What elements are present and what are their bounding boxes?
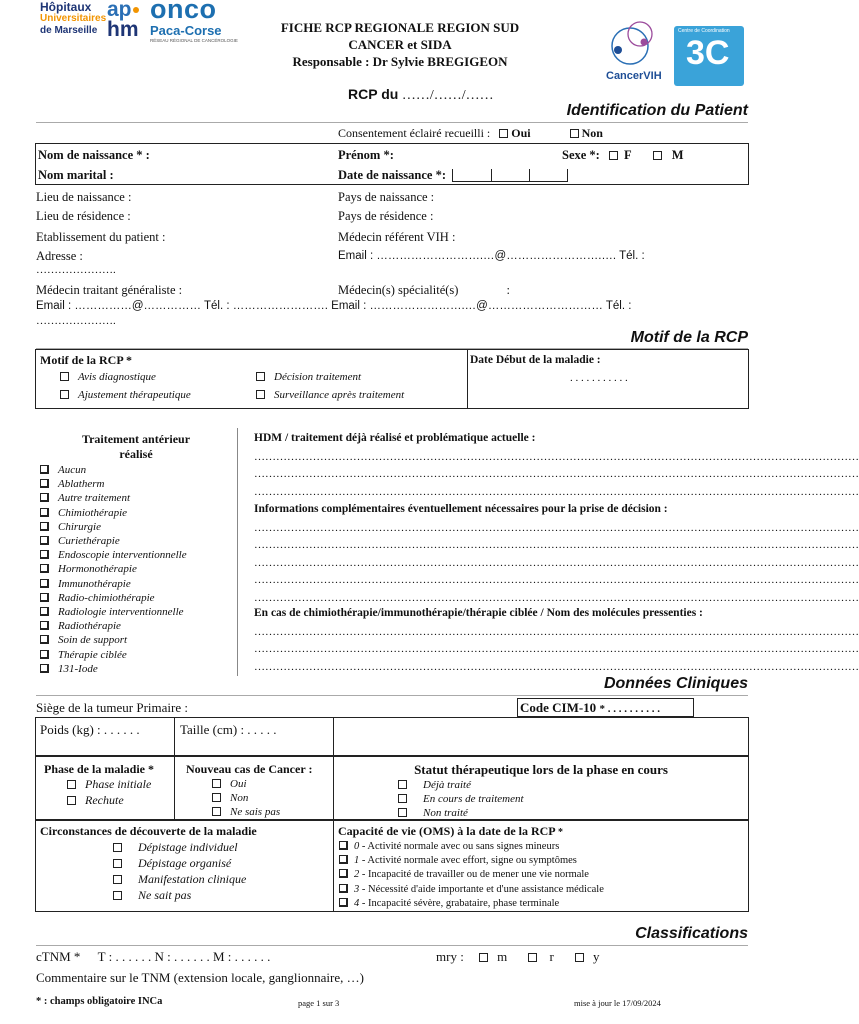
medecins-specialistes-label[interactable]: Médecin(s) spécialité(s) :	[338, 283, 510, 297]
mry-y-checkbox[interactable]	[575, 953, 584, 962]
statut-option[interactable]: Non traité	[398, 806, 524, 820]
mry-r-checkbox[interactable]	[528, 953, 537, 962]
etablissement-label[interactable]: Etablissement du patient :	[36, 230, 166, 244]
phase-divider	[174, 756, 175, 820]
nouveau-option[interactable]: Oui	[212, 777, 280, 791]
statut-options	[398, 778, 524, 821]
sexe-m-checkbox[interactable]	[653, 151, 662, 160]
consent-yes-checkbox[interactable]	[499, 129, 508, 138]
footer-page: page 1 sur 3	[298, 998, 340, 1008]
hdm-label: HDM / traitement déjà réalisé et problématique actuelle :	[254, 432, 536, 444]
phase-option-initiale[interactable]: Phase initiale	[67, 777, 151, 792]
chimio-lines[interactable]: ………………………………………………………………………………………………………………………………………………… ………………………………………………………………………………………………………………………………………………… …………………………………………………………………………………………………………………………………………………	[254, 626, 859, 673]
oms-option[interactable]: 2 - Incapacité de travailler ou de mener une vie normale	[339, 868, 604, 882]
traitement-item[interactable]: Curiethérapie	[40, 534, 187, 548]
statut-option[interactable]: En cours de traitement	[398, 792, 524, 806]
aphm-logo: ap hm	[107, 0, 139, 41]
cancervih-emblem-icon	[606, 20, 668, 70]
aphm-dot-icon	[133, 7, 139, 13]
motif-option-avis[interactable]: Avis diagnostique	[60, 371, 156, 383]
circonstances-option[interactable]: Ne sait pas	[113, 887, 246, 903]
traitement-item[interactable]: Radiothérapie	[40, 619, 187, 633]
traitement-list	[40, 463, 187, 676]
adresse-dots: ………………….	[36, 264, 116, 276]
lieu-naissance-label[interactable]: Lieu de naissance :	[36, 190, 132, 204]
lieu-residence-label[interactable]: Lieu de résidence :	[36, 209, 131, 223]
section-identification: Identification du Patient	[566, 102, 748, 119]
traitement-item[interactable]: Immunothérapie	[40, 577, 187, 591]
traitement-item[interactable]: Chirurgie	[40, 520, 187, 534]
prenom-label[interactable]: Prénom *:	[338, 148, 394, 162]
ctnm-row[interactable]: cTNM * T : . . . . . . N : . . . . . . M : . . . . . .	[36, 949, 271, 964]
oms-title: Capacité de vie (OMS) à la date de la RCP *	[338, 824, 563, 838]
traitement-item[interactable]: 131-Iode	[40, 662, 187, 676]
circonstances-divider	[333, 820, 334, 912]
info-lines[interactable]: ………………………………………………………………………………………………………………………………………………… ………………………………………………………………………………………………………………………………………………… ………………………………………………………………………………………………………………………………………………… ………………………………………………………………………………………………………………………………………………… …………………………………………………………………………………………………………………………………………………	[254, 522, 859, 604]
section-motif: Motif de la RCP	[630, 329, 748, 346]
traitement-item[interactable]: Autre traitement	[40, 491, 187, 505]
date-debut-dots[interactable]: . . . . . . . . . . .	[570, 372, 628, 384]
oms-option[interactable]: 0 - Activité normale avec ou sans signes mineurs	[339, 840, 604, 854]
poids-divider	[174, 717, 175, 756]
date-debut-label: Date Début de la maladie :	[470, 354, 601, 366]
commentaire-tnm[interactable]: Commentaire sur le TNM (extension locale, ganglionnaire, …)	[36, 970, 364, 985]
poids-taille-box	[35, 717, 749, 756]
sexe-f-checkbox[interactable]	[609, 151, 618, 160]
cancervih-logo: CancerVIH	[606, 20, 668, 86]
circonstances-option[interactable]: Dépistage organisé	[113, 855, 246, 871]
traitement-item[interactable]: Hormonothérapie	[40, 562, 187, 576]
oms-option[interactable]: 4 - Incapacité sévère, grabataire, phase terminale	[339, 897, 604, 911]
circonstances-title: Circonstances de découverte de la maladie	[40, 824, 257, 838]
circonstances-options	[113, 839, 246, 903]
code-cim-field[interactable]: Code CIM-10 * . . . . . . . . . .	[517, 698, 694, 717]
phase-title: Phase de la maladie *	[44, 762, 154, 776]
pays-residence-label[interactable]: Pays de résidence :	[338, 209, 434, 223]
oms-option[interactable]: 3 - Nécessité d'aide importante et d'une assistance médicale	[339, 883, 604, 897]
hopitaux-logo: Hôpitaux Universitaires de Marseille	[40, 0, 107, 36]
info-label: Informations complémentaires éventuellement nécessaires pour la prise de décision :	[254, 503, 668, 515]
statut-title: Statut thérapeutique lors de la phase en cours	[414, 762, 668, 777]
traitement-item[interactable]: Radio-chimiothérapie	[40, 591, 187, 605]
traitement-item[interactable]: Soin de support	[40, 633, 187, 647]
traitement-item[interactable]: Radiologie interventionnelle	[40, 605, 187, 619]
consent-no-checkbox[interactable]	[570, 129, 579, 138]
medecin-generaliste-label[interactable]: Médecin traitant généraliste :	[36, 283, 183, 297]
taille-divider	[333, 717, 334, 756]
motif-label: Motif de la RCP *	[40, 353, 132, 367]
statut-option[interactable]: Déjà traité	[398, 778, 524, 792]
email-dots: ………………….	[36, 315, 116, 327]
medecin-vih-label[interactable]: Médecin référent VIH :	[338, 230, 456, 244]
taille-field[interactable]: Taille (cm) : . . . . .	[180, 722, 277, 737]
poids-field[interactable]: Poids (kg) : . . . . . .	[40, 722, 140, 737]
onco-logo: onco Paca-Corse RÉSEAU RÉGIONAL DE CANCÉROLOGIE	[150, 0, 238, 43]
consent-row: Consentement éclairé recueilli : Oui Non	[338, 126, 603, 140]
footer-date: mise à jour le 17/09/2024	[574, 998, 661, 1008]
traitement-item[interactable]: Chimiothérapie	[40, 506, 187, 520]
motif-option-ajustement[interactable]: Ajustement thérapeutique	[60, 389, 191, 401]
motif-col-divider	[467, 349, 468, 409]
threec-logo: Centre de Coordination 3C	[674, 26, 744, 86]
nouveau-options	[212, 777, 280, 820]
circonstances-option[interactable]: Manifestation clinique	[113, 871, 246, 887]
date-naissance-boxes	[452, 169, 568, 182]
divider	[36, 695, 748, 696]
date-naissance-field[interactable]: Date de naissance *:	[338, 168, 568, 183]
divider	[36, 122, 748, 123]
email-vih-line[interactable]: Email : ……………………….…@…………………….…. Tél. :	[338, 250, 645, 262]
nom-marital-label[interactable]: Nom marital :	[38, 168, 114, 182]
phase-option-rechute[interactable]: Rechute	[67, 793, 124, 808]
nouveau-option[interactable]: Ne sais pas	[212, 805, 280, 819]
nouveau-title: Nouveau cas de Cancer :	[186, 762, 313, 776]
motif-option-surveillance[interactable]: Surveillance après traitement	[256, 389, 404, 401]
chimio-label: En cas de chimiothérapie/immunothérapie/thérapie ciblée / Nom des molécules pressenties :	[254, 607, 703, 619]
footer-champs: * : champs obligatoire INCa	[36, 996, 163, 1007]
traitement-col-divider	[237, 428, 238, 676]
divider	[36, 945, 748, 946]
hdm-lines[interactable]: ………………………………………………………………………………………………………………………………………………… ………………………………………………………………………………………………………………………………………………… …………………………………………………………………………………………………………………………………………………	[254, 451, 859, 498]
oms-options	[339, 840, 604, 911]
siege-label[interactable]: Siège de la tumeur Primaire :	[36, 700, 188, 715]
oms-option[interactable]: 1 - Activité normale avec effort, signe ou symptômes	[339, 854, 604, 868]
section-classifications: Classifications	[635, 925, 748, 942]
rcp-date[interactable]: RCP du ……/……/……	[348, 86, 494, 103]
motif-option-decision[interactable]: Décision traitement	[256, 371, 361, 383]
traitement-title: Traitement antérieur réalisé	[81, 432, 191, 461]
traitement-item[interactable]: Thérapie ciblée	[40, 648, 187, 662]
pays-naissance-label[interactable]: Pays de naissance :	[338, 190, 435, 204]
circonstances-option[interactable]: Dépistage individuel	[113, 839, 246, 855]
email-line[interactable]: Email : ……………@…………… Tél. : ……………………. Email : …………………….…@………………………… Tél. :	[36, 300, 632, 312]
mry-m-checkbox[interactable]	[479, 953, 488, 962]
nouveau-option[interactable]: Non	[212, 791, 280, 805]
mry-row: mry : m r y	[436, 949, 600, 964]
traitement-item[interactable]: Endoscopie interventionnelle	[40, 548, 187, 562]
traitement-item[interactable]: Aucun	[40, 463, 187, 477]
section-donnees: Données Cliniques	[603, 675, 748, 692]
adresse-label[interactable]: Adresse :	[36, 249, 83, 263]
form-title: FICHE RCP REGIONALE REGION SUD CANCER et SIDA Responsable : Dr Sylvie BREGIGEON	[280, 20, 520, 69]
traitement-item[interactable]: Ablatherm	[40, 477, 187, 491]
nom-naissance-label[interactable]: Nom de naissance * :	[38, 148, 150, 162]
sexe-field: Sexe *: F M	[562, 148, 684, 162]
